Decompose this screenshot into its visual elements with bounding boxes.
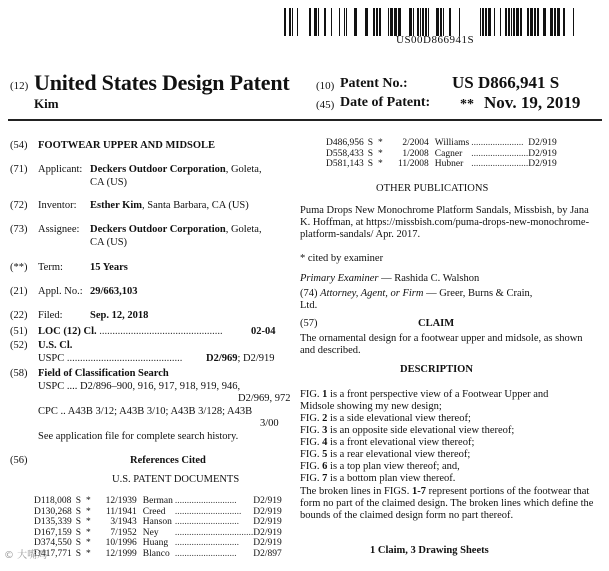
ref-number: D486,956 xyxy=(326,138,364,148)
us-docs-heading: U.S. PATENT DOCUMENTS xyxy=(112,474,240,485)
reference-row xyxy=(34,528,282,539)
appl-label: Appl. No.: xyxy=(38,286,83,297)
applicant-location: CA (US) xyxy=(90,177,128,188)
code-73: (73) xyxy=(10,224,28,235)
reference-row xyxy=(34,507,282,518)
ref-number: D374,550 xyxy=(34,538,72,548)
ref-kind: S xyxy=(75,538,82,548)
date-label: Date of Patent: xyxy=(340,95,431,110)
ref-kind: S xyxy=(367,148,374,159)
reference-row xyxy=(34,538,282,549)
date-mark: ** xyxy=(460,97,474,112)
ref-class: D2/919 xyxy=(253,527,282,538)
ref-asterisk: * xyxy=(86,517,91,527)
inventor-label: Inventor: xyxy=(38,200,77,211)
ref-dots: ...................... xyxy=(471,138,524,148)
ref-dots: ........................ xyxy=(471,159,529,169)
ref-asterisk: * xyxy=(86,506,91,517)
description-line: FIG. 3 is an opposite side elevational view thereof; xyxy=(300,425,515,436)
filed-value: Sep. 12, 2018 xyxy=(90,310,149,321)
code-56: (56) xyxy=(10,455,28,466)
ref-name: Creed xyxy=(142,506,166,517)
code-58: (58) xyxy=(10,368,28,379)
ref-kind: S xyxy=(75,496,82,506)
ref-asterisk: * xyxy=(378,159,383,169)
ref-asterisk: * xyxy=(86,496,91,506)
description-line: Midsole showing my new design; xyxy=(300,401,442,412)
ref-kind: S xyxy=(75,527,82,538)
description-line: FIG. 5 is a rear elevational view thereof; xyxy=(300,449,471,460)
code-12: (12) xyxy=(10,80,29,92)
ref-dots: .......................... xyxy=(174,548,237,559)
ref-dots: ............................ xyxy=(174,506,242,517)
attorney-line: (74) Attorney, Agent, or Firm — Greer, Burns & Crain, xyxy=(300,288,533,299)
patent-date: Nov. 19, 2019 xyxy=(484,93,581,112)
reference-row xyxy=(34,517,282,528)
ref-kind: S xyxy=(367,138,374,148)
appl-value: 29/663,103 xyxy=(90,286,138,297)
ref-name: Berman xyxy=(142,496,173,506)
description-body xyxy=(300,389,605,485)
description-heading: DESCRIPTION xyxy=(400,364,473,375)
ref-number: D167,159 xyxy=(34,527,72,538)
ref-asterisk: * xyxy=(378,148,383,159)
code-51: (51) xyxy=(10,326,28,337)
ref-date: 10/1996 xyxy=(105,538,137,548)
watermark: © 大嘴鸡 xyxy=(4,550,48,561)
ref-name: Blanco xyxy=(142,548,170,559)
ref-class: D2/919 xyxy=(253,538,282,548)
ref-class: D2/897 xyxy=(253,548,282,559)
barcode-image xyxy=(284,8,577,36)
claim-heading: CLAIM xyxy=(418,318,455,329)
barcode-number: US00D866941S xyxy=(396,34,475,46)
assignee-label: Assignee: xyxy=(38,224,80,235)
code-22: (22) xyxy=(10,310,28,321)
filed-label: Filed: xyxy=(38,310,63,321)
ref-name: Ney xyxy=(142,527,159,538)
ref-number: D581,143 xyxy=(326,159,364,169)
applicant-label: Applicant: xyxy=(38,164,83,175)
description-line: FIG. 4 is a front elevational view thereof; xyxy=(300,437,475,448)
ref-date: 12/1999 xyxy=(105,548,137,559)
ref-dots: .......................... xyxy=(174,496,237,506)
code-52: (52) xyxy=(10,340,28,351)
ref-asterisk: * xyxy=(86,527,91,538)
other-pubs-heading: OTHER PUBLICATIONS xyxy=(376,183,489,194)
ref-name: Williams xyxy=(434,138,470,148)
reference-row xyxy=(34,496,282,507)
ref-dots: ........................... xyxy=(174,517,239,527)
ref-class: D2/919 xyxy=(253,506,282,517)
ref-class: D2/919 xyxy=(528,138,557,148)
ref-asterisk: * xyxy=(378,138,383,148)
code-72: (72) xyxy=(10,200,28,211)
ref-asterisk: * xyxy=(86,538,91,548)
inventor-short: Kim xyxy=(34,96,59,111)
patent-number: US D866,941 S xyxy=(452,73,560,92)
description-line: FIG. 2 is a side elevational view thereof; xyxy=(300,413,471,424)
ref-number: D130,268 xyxy=(34,506,72,517)
ref-class: D2/919 xyxy=(528,148,557,159)
ref-name: Hubner xyxy=(434,159,464,169)
loc-value: 02-04 xyxy=(251,326,276,337)
code-54: (54) xyxy=(10,140,28,151)
us-patent-refs-right xyxy=(326,138,557,170)
applicant-value: Deckers Outdoor Corporation, Goleta, xyxy=(90,164,262,175)
assignee-location: CA (US) xyxy=(90,237,128,248)
uspc-value: D2/969; D2/919 xyxy=(206,353,275,364)
term-value: 15 Years xyxy=(90,262,128,273)
ref-number: D417,771 xyxy=(34,548,72,559)
claim-text: The ornamental design for a footwear upper and midsole, as shown and described. xyxy=(300,333,583,356)
ref-dots: ........................... xyxy=(174,538,239,548)
ref-kind: S xyxy=(75,506,82,517)
ref-kind: S xyxy=(367,159,374,169)
ref-asterisk: * xyxy=(86,548,91,559)
ref-dots: ................................. xyxy=(174,527,254,538)
reference-row xyxy=(34,549,282,560)
field-uspc: USPC .... D2/896–900, 916, 917, 918, 919, 946, xyxy=(38,381,241,392)
term-label: Term: xyxy=(38,262,63,273)
inventor-value: Esther Kim, Santa Barbara, CA (US) xyxy=(90,200,249,211)
patent-no-label: Patent No.: xyxy=(340,76,408,91)
loc-line: LOC (12) Cl. ............................................... xyxy=(38,326,223,337)
ref-class: D2/919 xyxy=(253,517,282,527)
claims-summary: 1 Claim, 3 Drawing Sheets xyxy=(370,545,489,556)
header-rule xyxy=(8,119,602,121)
code-71: (71) xyxy=(10,164,28,175)
examiner-line: Primary Examiner — Rashida C. Walshon xyxy=(300,273,480,284)
reference-row xyxy=(326,138,557,149)
ref-date: 12/1939 xyxy=(105,496,137,506)
ref-date: 11/1941 xyxy=(106,506,137,517)
ref-date: 3/1943 xyxy=(110,517,137,527)
ref-name: Hanson xyxy=(142,517,172,527)
reference-row xyxy=(326,159,557,170)
code-term: (**) xyxy=(10,262,28,273)
ref-number: D558,433 xyxy=(326,148,364,159)
ref-class: D2/919 xyxy=(253,496,282,506)
ref-date: 2/2004 xyxy=(402,138,429,148)
ref-number: D135,339 xyxy=(34,517,72,527)
ref-name: Huang xyxy=(142,538,169,548)
code-21: (21) xyxy=(10,286,28,297)
ref-dots: ........................ xyxy=(471,148,529,159)
ref-number: D118,008 xyxy=(34,496,72,506)
broken-lines-statement: The broken lines in FIGS. 1-7 represent portions of the footwear that form no part of the claimed design. The broken lines which define the bounds of the claimed design form no part thereof. xyxy=(300,486,594,521)
ref-date: 11/2008 xyxy=(398,159,429,169)
design-title: FOOTWEAR UPPER AND MIDSOLE xyxy=(38,140,216,151)
code-10: (10) xyxy=(316,80,335,92)
code-57: (57) xyxy=(300,318,318,329)
description-line: FIG. 6 is a top plan view thereof; and, xyxy=(300,461,460,472)
field-cpc: CPC .. A43B 3/12; A43B 3/10; A43B 3/128; A43B xyxy=(38,406,253,417)
description-line: FIG. 1 is a front perspective view of a Footwear Upper and xyxy=(300,389,549,400)
refs-heading: References Cited xyxy=(130,455,206,466)
field-cpc-cont: 3/00 xyxy=(260,418,279,429)
document-title: United States Design Patent xyxy=(34,70,290,95)
code-45: (45) xyxy=(316,99,335,111)
assignee-value: Deckers Outdoor Corporation, Goleta, xyxy=(90,224,262,235)
ref-date: 7/1952 xyxy=(110,527,137,538)
us-patent-refs-left xyxy=(34,496,282,559)
attorney-line-2: Ltd. xyxy=(300,300,318,311)
field-uspc-cont: D2/969, 972 xyxy=(238,393,291,404)
uspc-line: USPC ............................................ xyxy=(38,353,183,364)
ref-kind: S xyxy=(75,517,82,527)
other-pub-entry: Puma Drops New Monochrome Platform Sandals, Missbish, by Jana K. Hoffman, at https://missbish.com/puma-drops-new-monochrome-platform-sandals/ Apr. 2017. xyxy=(300,205,590,240)
field-note: See application file for complete search history. xyxy=(38,431,239,442)
field-label: Field of Classification Search xyxy=(38,368,169,379)
ref-date: 1/2008 xyxy=(402,148,429,159)
uscl-label: U.S. Cl. xyxy=(38,340,73,351)
cited-note: * cited by examiner xyxy=(300,253,384,264)
description-line: FIG. 7 is a bottom plan view thereof. xyxy=(300,473,456,484)
reference-row xyxy=(326,149,557,160)
ref-name: Cagner xyxy=(434,148,463,159)
ref-kind: S xyxy=(75,548,82,559)
ref-class: D2/919 xyxy=(528,159,557,169)
